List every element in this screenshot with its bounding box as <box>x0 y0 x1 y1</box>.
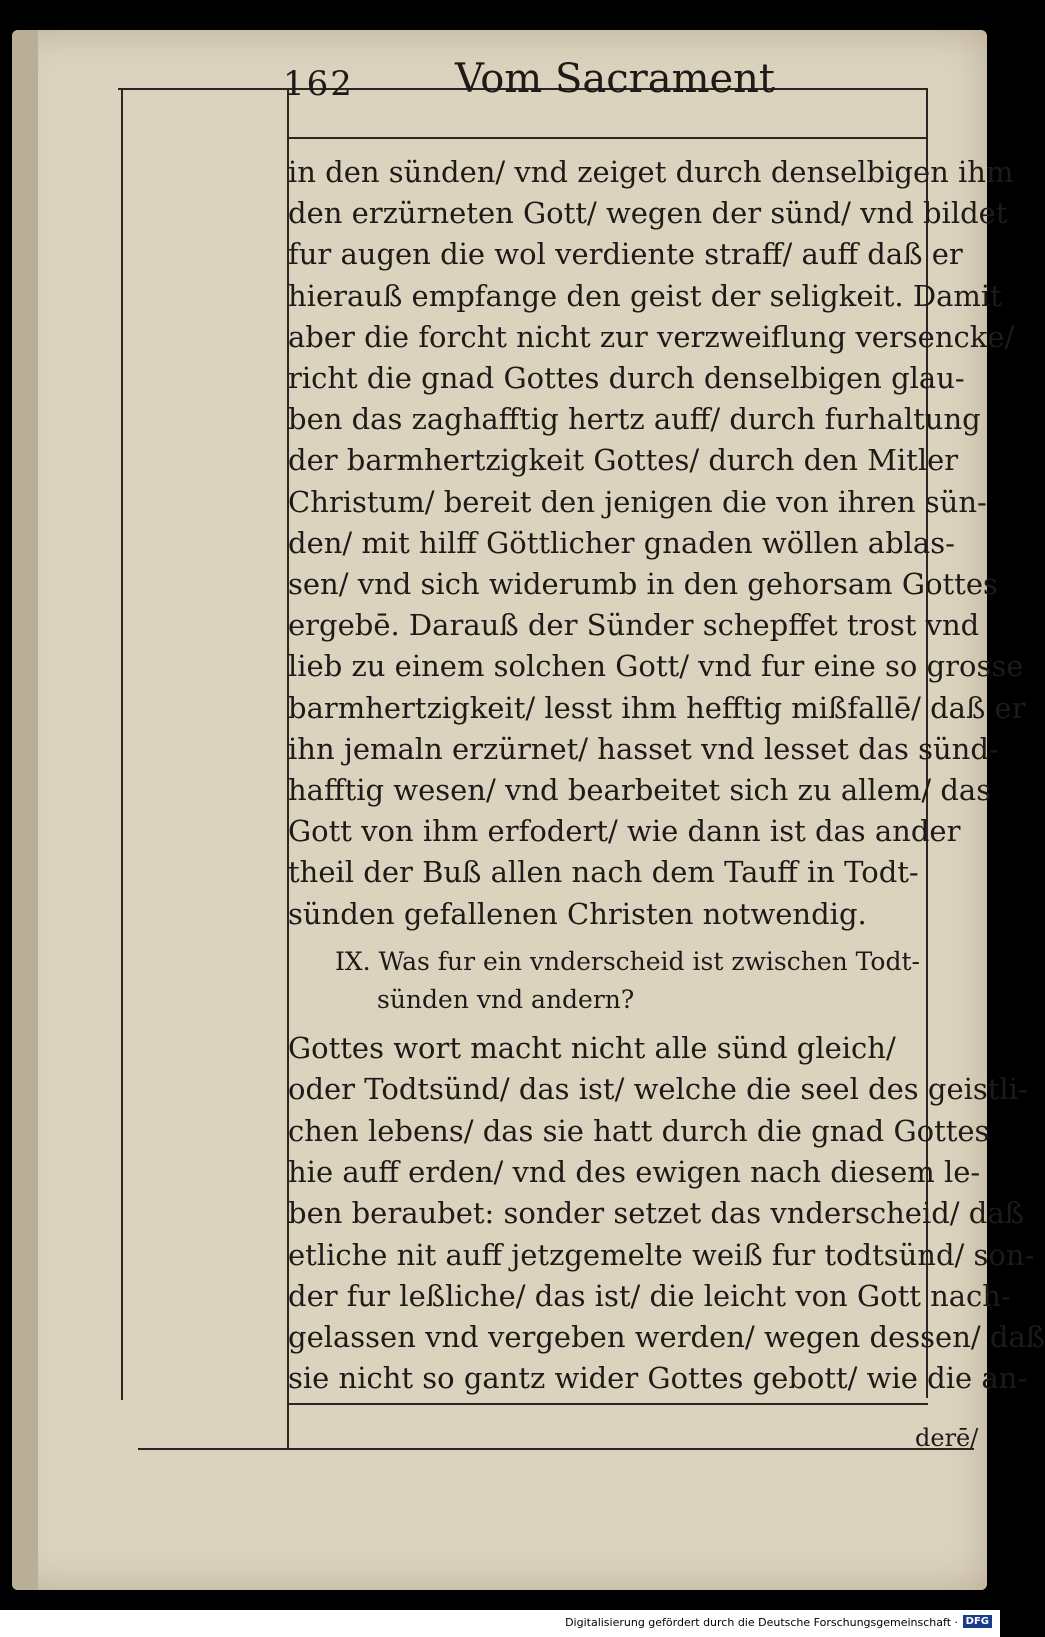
bottom-inner-rule <box>287 1403 928 1405</box>
text-line: ben das zaghafftig hertz auff/ durch furhaltung <box>288 402 981 437</box>
text-line: ergebē. Darauß der Sünder schepffet trost vnd <box>288 608 980 643</box>
text-line: barmhertzigkeit/ lesst ihm hefftig mißfallē/ daß er <box>288 690 1026 725</box>
dfg-logo: DFG <box>963 1615 992 1628</box>
running-title: Vom Sacrament <box>455 56 775 102</box>
text-line: fur augen die wol verdiente straff/ auff daß er <box>288 237 963 272</box>
text-line: hafftig wesen/ vnd bearbeitet sich zu allem/ das <box>288 773 992 807</box>
page-gutter <box>12 30 38 1590</box>
text-line: sünden gefallenen Christen notwendig. <box>288 896 867 931</box>
digitization-footer <box>0 1610 1000 1637</box>
catchword: derē/ <box>915 1424 979 1452</box>
text-line: der barmhertzigkeit Gottes/ durch den Mitler <box>288 443 959 478</box>
text-line: theil der Buß allen nach dem Tauff in Todt- <box>288 855 919 890</box>
text-line: den/ mit hilff Göttlicher gnaden wöllen ablas- <box>288 525 955 560</box>
left-frame-rule <box>121 88 123 1400</box>
text-line: gelassen vnd vergeben werden/ wegen dessen/ daß <box>288 1320 1045 1355</box>
text-line: ben beraubet: sonder setzet das vnderscheid/ daß <box>288 1196 1025 1231</box>
text-line: der fur leßliche/ das ist/ die leicht von Gott nach- <box>288 1278 1011 1313</box>
text-line: Christum/ bereit den jenigen die von ihren sün- <box>288 484 987 519</box>
question-line-1: IX. Was fur ein vnderscheid ist zwischen Todt- <box>335 947 920 976</box>
text-line: oder Todtsünd/ das ist/ welche die seel des geistli- <box>288 1072 1028 1107</box>
text-line: lieb zu einem solchen Gott/ vnd fur eine so grosse <box>288 649 1024 684</box>
header-rule <box>287 137 928 139</box>
text-line: hie auff erden/ vnd des ewigen nach diesem le- <box>288 1154 981 1189</box>
question-line-2: sünden vnd andern? <box>377 985 635 1014</box>
text-line: den erzürneten Gott/ wegen der sünd/ vnd bildet <box>288 196 1008 231</box>
page-number: 162 <box>283 64 354 104</box>
text-line: chen lebens/ das sie hatt durch die gnad Gottes <box>288 1113 990 1148</box>
text-line: richt die gnad Gottes durch denselbigen glau- <box>288 361 965 395</box>
text-line: sen/ vnd sich widerumb in den gehorsam Gottes <box>288 567 998 601</box>
text-line: Gott von ihm erfodert/ wie dann ist das ander <box>288 814 961 849</box>
text-line: in den sünden/ vnd zeiget durch denselbigen ihm <box>288 155 1014 189</box>
text-line: hierauß empfange den geist der seligkeit. Damit <box>288 278 1002 313</box>
footer-credit: Digitalisierung gefördert durch die Deutsche Forschungsgemeinschaft · <box>565 1616 958 1629</box>
text-line: sie nicht so gantz wider Gottes gebott/ wie die an- <box>288 1361 1028 1396</box>
text-line: ihn jemaln erzürnet/ hasset vnd lesset das sünd- <box>288 731 999 766</box>
text-line: aber die forcht nicht zur verzweiflung versencke/ <box>288 319 1015 354</box>
bottom-outer-rule <box>138 1448 974 1450</box>
text-line: etliche nit auff jetzgemelte weiß fur todtsünd/ son- <box>288 1237 1035 1272</box>
text-line: Gottes wort macht nicht alle sünd gleich/ <box>288 1031 896 1065</box>
